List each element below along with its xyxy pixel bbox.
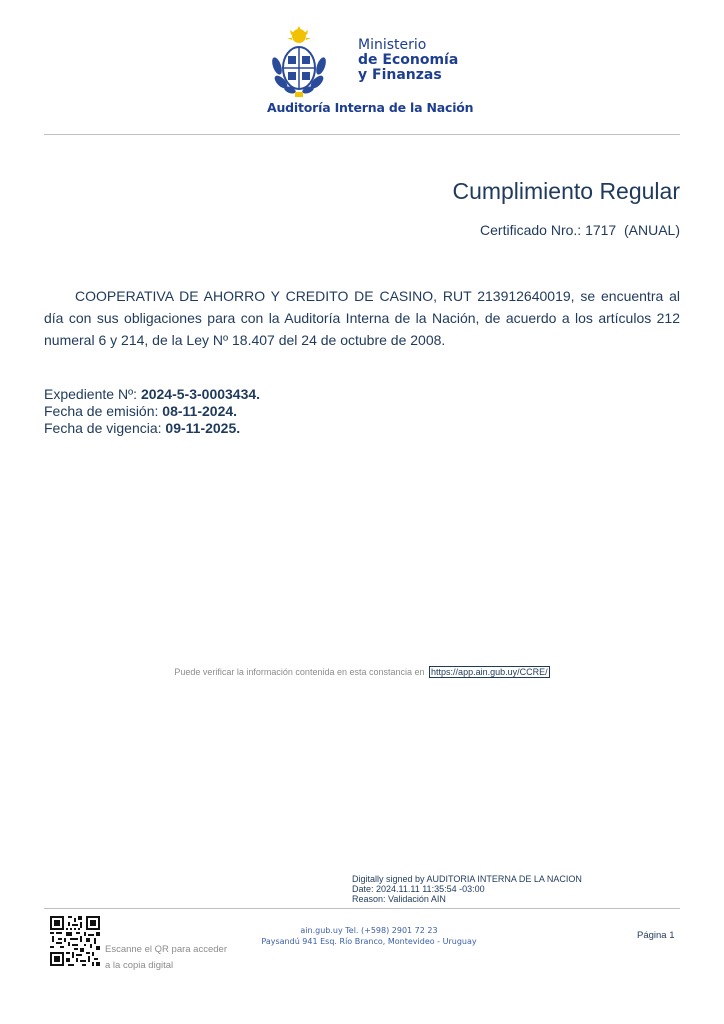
emision-row — [44, 403, 260, 420]
vigencia-row — [44, 420, 260, 437]
signature-line-3: Reason: Validación AIN — [352, 894, 446, 904]
ministry-line-2: de Economía — [358, 52, 459, 68]
signature-line-2: Date: 2024.11.11 11:35:54 -03:00 — [352, 884, 485, 894]
expediente-label: Expediente Nº: — [44, 386, 141, 402]
certificate-number: Certificado Nro.: 1717 (ANUAL) — [480, 222, 680, 238]
qr-caption-line-2: a la copia digital — [105, 960, 174, 971]
header-divider — [44, 134, 680, 135]
certificate-details — [44, 386, 260, 437]
certificate-body: COOPERATIVA DE AHORRO Y CREDITO DE CASINO, RUT 213912640019, se encuentra al día con sus obligaciones para con la Auditoría Interna de la Nación, de acuerdo a los artículos 212 numeral 6 y 214, de la Ley Nº 18.407 del 24 de octubre de 2008. — [44, 288, 680, 348]
qr-code-icon[interactable] — [50, 916, 100, 966]
agency-name: Auditoría Interna de la Nación — [267, 100, 474, 115]
ministry-line-1: Ministerio — [358, 37, 427, 53]
contact-line-2: Paysandú 941 Esq. Río Branco, Montevideo - Uruguay — [261, 937, 477, 946]
verification-text: Puede verificar la información contenida en esta constancia en — [174, 667, 425, 677]
vigencia-value: 09-11-2025. — [165, 420, 241, 436]
contact-info — [244, 925, 494, 947]
coat-of-arms-icon — [268, 26, 330, 98]
ministry-line-3: y Finanzas — [358, 67, 442, 83]
page-number: Página 1 — [637, 930, 675, 941]
vigencia-label: Fecha de vigencia: — [44, 420, 166, 436]
ministry-name — [358, 38, 458, 83]
signature-line-1: Digitally signed by AUDITORIA INTERNA DE LA NACION — [352, 874, 582, 884]
contact-line-1: ain.gub.uy Tel. (+598) 2901 72 23 — [300, 926, 438, 935]
verification-note — [0, 667, 724, 677]
expediente-value: 2024-5-3-0003434. — [140, 386, 261, 402]
emision-label: Fecha de emisión: — [44, 403, 163, 419]
qr-caption-line-1: Escanne el QR para acceder — [105, 944, 227, 955]
verification-link[interactable]: https://app.ain.gub.uy/CCRE/ — [431, 667, 548, 677]
qr-caption — [105, 942, 227, 974]
document-title: Cumplimiento Regular — [452, 178, 680, 204]
emision-value: 08-11-2024. — [162, 403, 238, 419]
footer-divider — [44, 908, 680, 909]
digital-signature — [352, 874, 582, 904]
expediente-row — [44, 386, 260, 403]
